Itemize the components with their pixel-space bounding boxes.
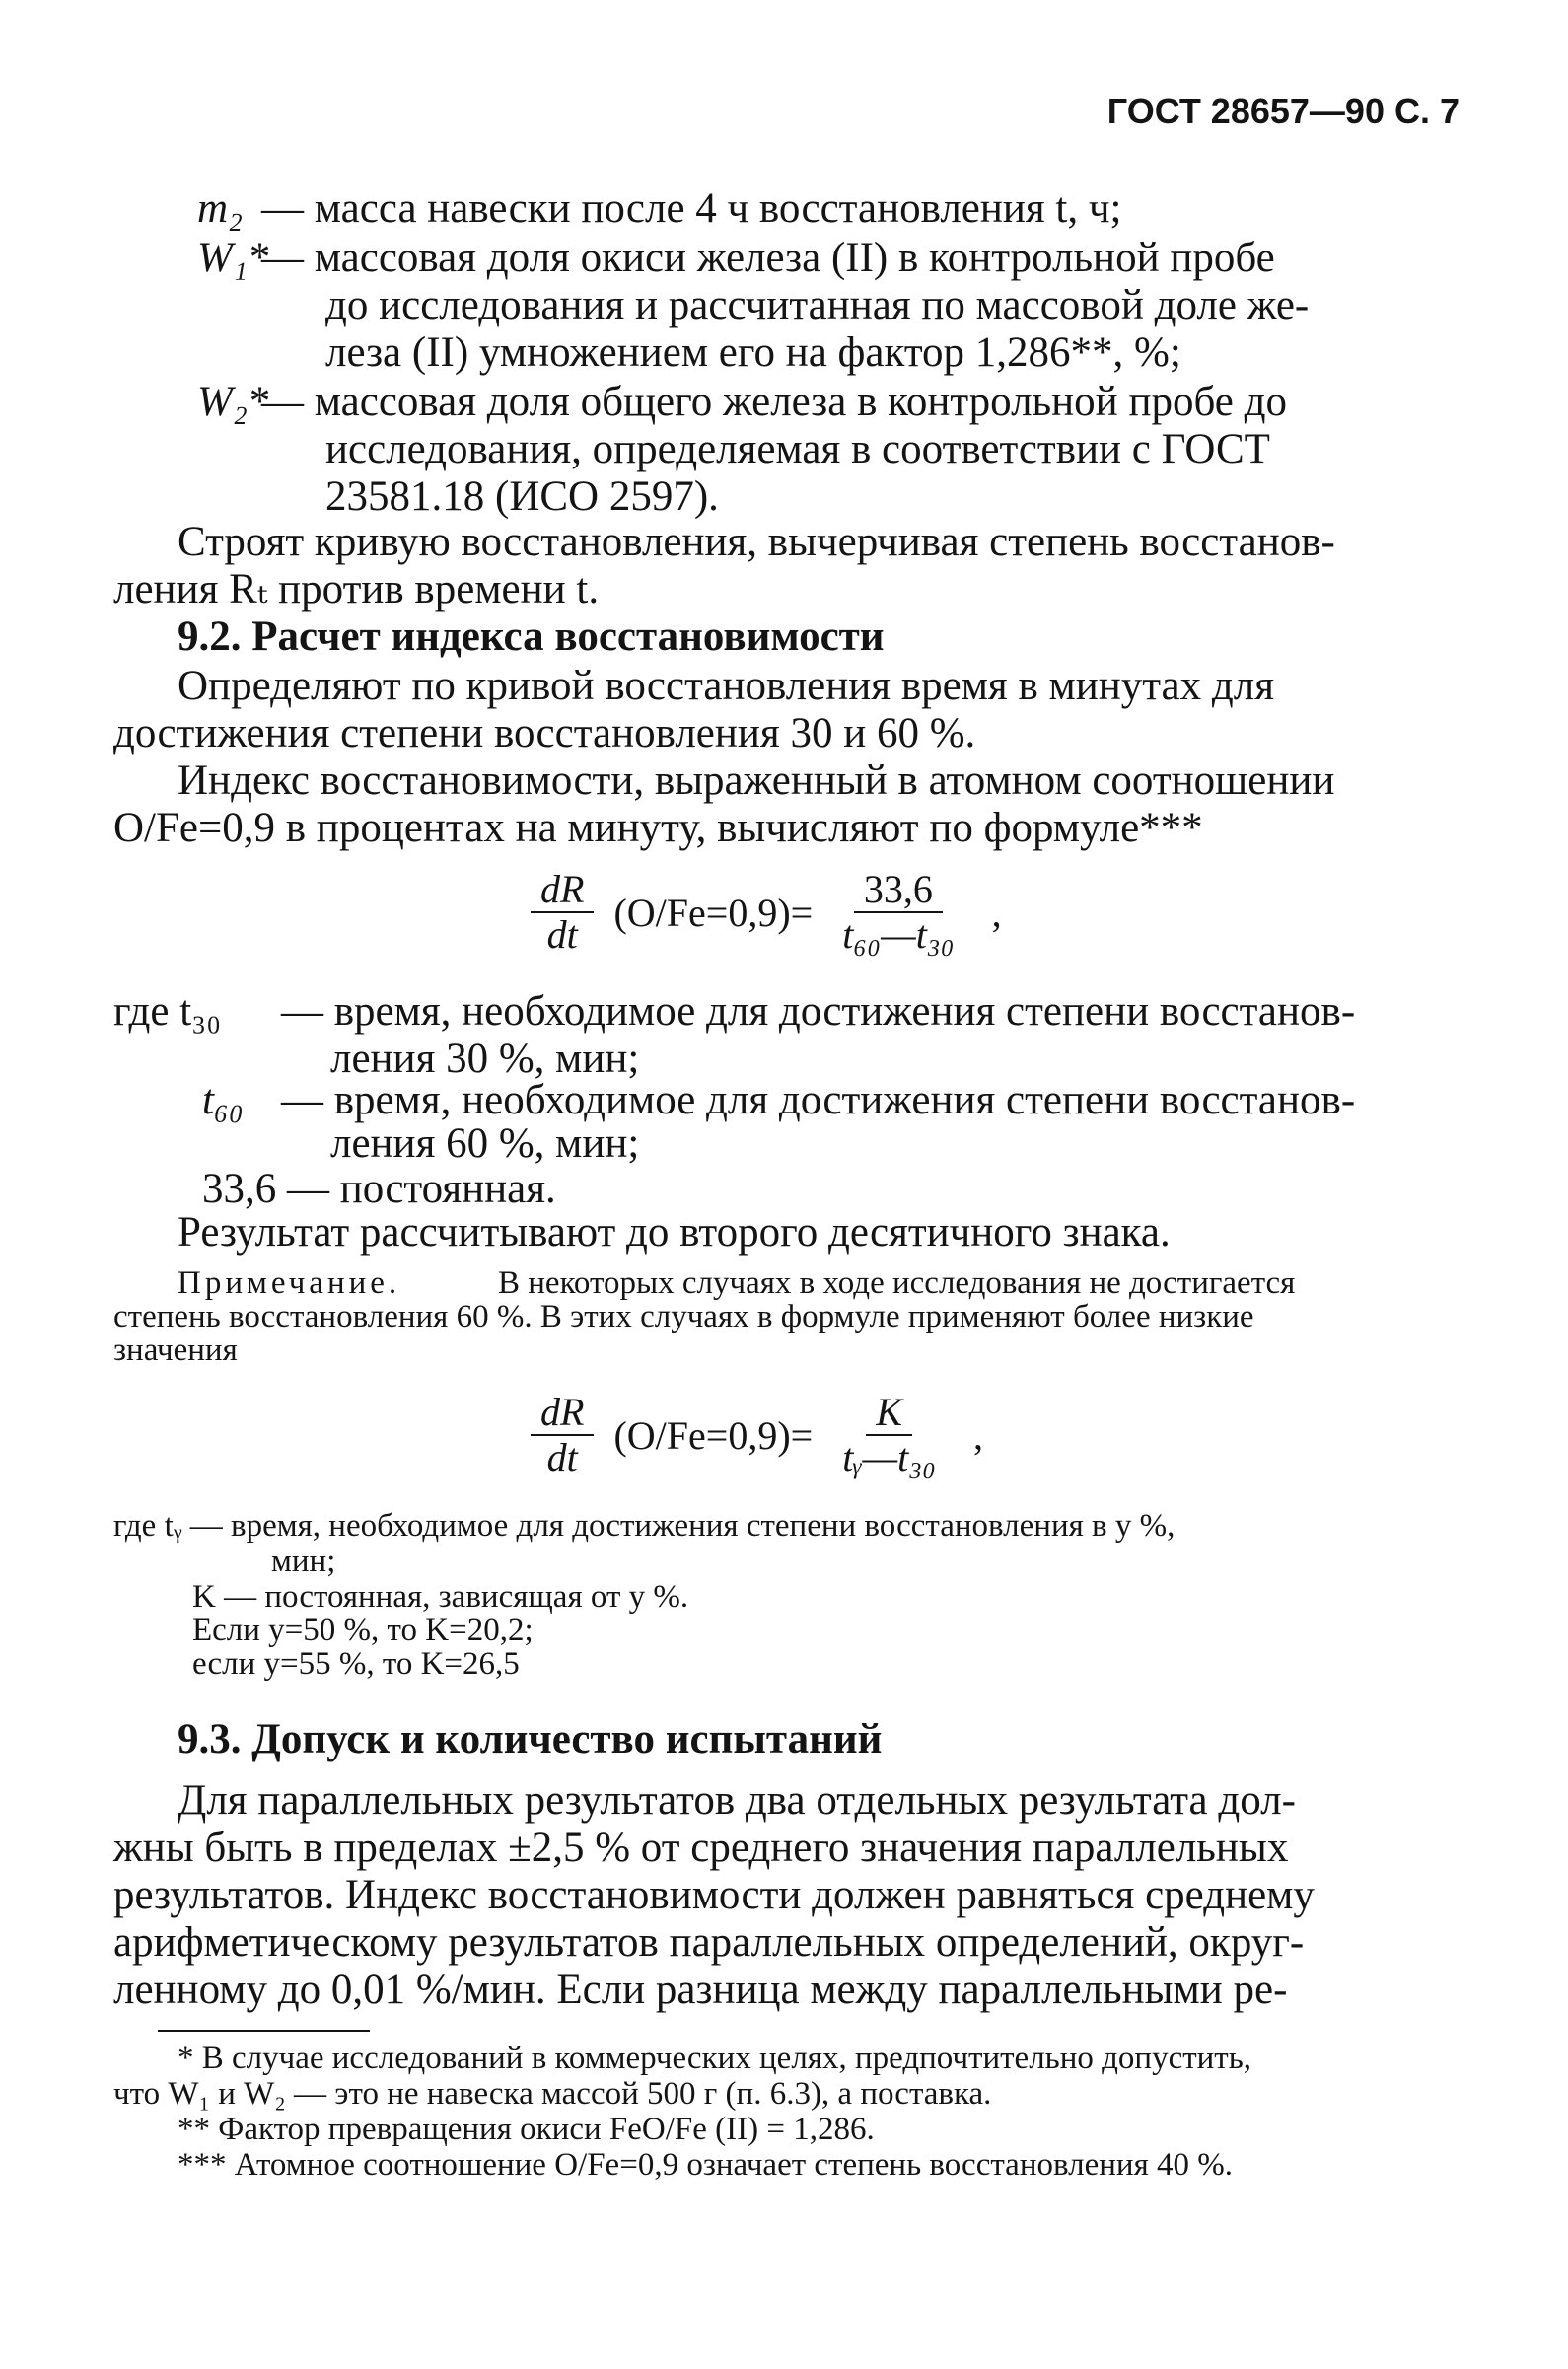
- where1-t30-label: где t₃₀: [113, 988, 222, 1035]
- formula2-rhs-numerator: K: [866, 1391, 912, 1436]
- where2-line1: где tᵧ — время, необходимое для достижения степени восстановления в y %,: [113, 1508, 1176, 1543]
- curve-paragraph-line2: ления Rₜ против времени t.: [113, 566, 600, 612]
- note-line2: степень восстановления 60 %. В этих случаях в формуле применяют более низкие: [113, 1299, 1254, 1334]
- footnote-separator: [158, 2030, 370, 2032]
- section-9-2-p2-line1: Индекс восстановимости, выраженный в атомном соотношении: [178, 757, 1335, 804]
- section-9-3-line2: жны быть в пределах ±2,5 % от среднего значения параллельных: [113, 1825, 1289, 1871]
- curve-paragraph-line1: Строят кривую восстановления, вычерчивая степень восстанов-: [178, 519, 1335, 565]
- formula2-comma: ,: [973, 1412, 984, 1458]
- section-9-3-line1: Для параллельных результатов два отдельных результата дол-: [178, 1777, 1296, 1824]
- note-line1: В некоторых случаях в ходе исследования не достигается: [498, 1265, 1296, 1301]
- where1-result-precision: Результат рассчитывают до второго десятичного знака.: [178, 1209, 1171, 1256]
- where2-line3: K — постоянная, зависящая от y %.: [192, 1579, 689, 1615]
- where2-line5: если y=55 %, то K=26,5: [192, 1646, 520, 1682]
- where1-constant: 33,6 — постоянная.: [202, 1166, 556, 1212]
- definition-w2-line1: — массовая доля общего железа в контрольной пробе до: [261, 379, 1287, 425]
- where1-t60-line1: — время, необходимое для достижения степени восстанов-: [281, 1077, 1356, 1123]
- section-9-3-line3: результатов. Индекс восстановимости должен равняться среднему: [113, 1872, 1315, 1918]
- formula-reduction-index: [523, 868, 1002, 957]
- formula1-middle: (O/Fe=0,9)=: [613, 890, 814, 935]
- formula2-rhs-denominator: tᵧ—t₃₀: [842, 1435, 937, 1479]
- formula-reduction-index-general: [523, 1391, 983, 1479]
- where1-t60-label: t₆₀: [202, 1077, 244, 1123]
- section-9-2-p1-line2: достижения степени восстановления 30 и 60 %.: [113, 710, 976, 756]
- section-9-3-line5: ленному до 0,01 %/мин. Если разница между параллельными ре-: [113, 1967, 1288, 2013]
- formula1-rhs-numerator: 33,6: [854, 868, 943, 913]
- footnote-2: ** Фактор превращения окиси FeO/Fe (II) = 1,286.: [178, 2112, 875, 2147]
- running-header: ГОСТ 28657—90 С. 7: [1106, 91, 1460, 131]
- section-9-3-line4: арифметическому результатов параллельных определений, округ-: [113, 1919, 1305, 1966]
- section-9-2-p1-line1: Определяют по кривой восстановления время в минутах для: [178, 663, 1274, 709]
- formula2-lhs-denominator: dt: [546, 1435, 578, 1479]
- definition-m2: — масса навески после 4 ч восстановления t, ч;: [261, 185, 1122, 232]
- section-9-2-title: 9.2. Расчет индекса восстановимости: [178, 613, 885, 660]
- symbol-w1: W₁*: [197, 235, 269, 281]
- formula1-lhs-numerator: dR: [531, 868, 594, 913]
- note-line3: значения: [113, 1332, 238, 1368]
- note-label: Примечание.: [178, 1265, 401, 1301]
- where1-t60-line2: ления 60 %, мин;: [330, 1120, 640, 1167]
- formula1-comma: ,: [991, 890, 1002, 935]
- where2-line2: мин;: [271, 1543, 336, 1579]
- section-9-3-title: 9.3. Допуск и количество испытаний: [178, 1716, 883, 1762]
- formula1-lhs-denominator: dt: [546, 912, 578, 957]
- definition-w1-line3: леза (II) умножением его на фактор 1,286**, %;: [325, 329, 1181, 376]
- definition-w2-line2: исследования, определяемая в соответствии с ГОСТ: [325, 426, 1270, 472]
- footnote-1-line2: что W₁ и W₂ — это не навеска массой 500 г (п. 6.3), а поставка.: [113, 2076, 992, 2112]
- symbol-w2: W₂*: [197, 379, 269, 425]
- where2-line4: Если y=50 %, то K=20,2;: [192, 1613, 534, 1648]
- where1-t30-line1: — время, необходимое для достижения степени восстанов-: [281, 988, 1356, 1035]
- footnote-3: *** Атомное соотношение O/Fe=0,9 означает степень восстановления 40 %.: [178, 2147, 1233, 2183]
- definition-w1-line1: — массовая доля окиси железа (II) в контрольной пробе: [261, 235, 1275, 281]
- definition-w2-line3: 23581.18 (ИСО 2597).: [325, 473, 719, 520]
- formula1-rhs-denominator: t₆₀—t₃₀: [842, 912, 955, 957]
- footnote-1-line1: * В случае исследований в коммерческих целях, предпочтительно допустить,: [178, 2041, 1252, 2076]
- where1-t30-line2: ления 30 %, мин;: [330, 1036, 640, 1082]
- symbol-m2: m₂: [197, 185, 244, 232]
- definition-w1-line2: до исследования и рассчитанная по массовой доле же-: [325, 282, 1310, 328]
- formula2-middle: (O/Fe=0,9)=: [613, 1412, 814, 1458]
- formula2-lhs-numerator: dR: [531, 1391, 594, 1436]
- section-9-2-p2-line2: O/Fe=0,9 в процентах на минуту, вычисляют по формуле***: [113, 805, 1203, 851]
